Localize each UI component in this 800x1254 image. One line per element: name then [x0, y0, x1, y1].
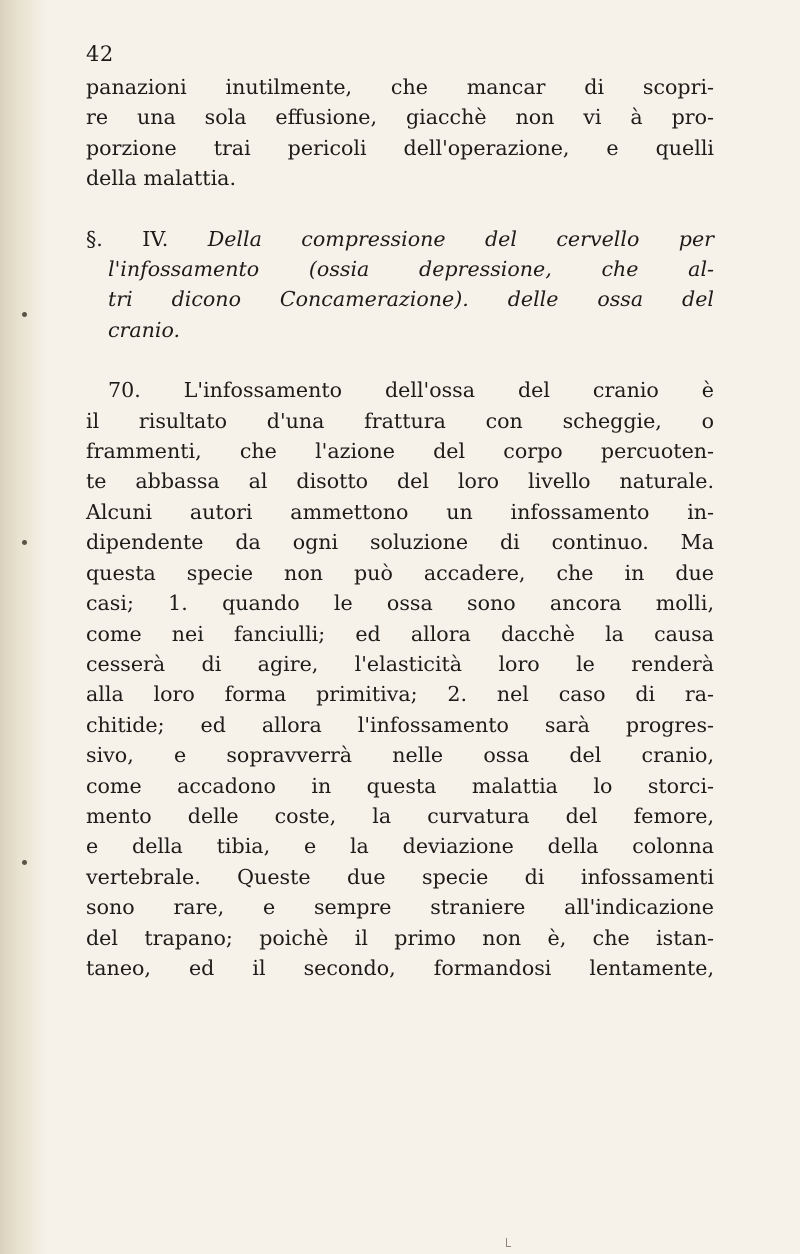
- section-title-line: cranio.: [108, 317, 181, 342]
- text-line: porzione trai pericoli dell'operazione, e quelli: [86, 135, 714, 160]
- body-paragraph: [86, 375, 714, 983]
- text-line: alla loro forma primitiva; 2. nel caso di ra-: [86, 682, 714, 707]
- binding-stitch-mark: [22, 540, 27, 545]
- binding-stitch-mark: [22, 312, 27, 317]
- binding-stitch-mark: [22, 860, 27, 865]
- text-line: mento delle coste, la curvatura del femore,: [86, 803, 714, 828]
- section-title-line: l'infossamento (ossia depressione, che al-: [108, 257, 714, 282]
- text-line: te abbassa al disotto del loro livello naturale.: [86, 469, 714, 494]
- text-line: re una sola effusione, giacchè non vi à pro-: [86, 105, 714, 130]
- text-line: cesserà di agire, l'elasticità loro le renderà: [86, 651, 714, 676]
- section-heading: [86, 224, 714, 346]
- text-line: casi; 1. quando le ossa sono ancora molli,: [86, 591, 714, 616]
- text-line: taneo, ed il secondo, formandosi lentamente,: [86, 955, 714, 980]
- section-title-line: Della compressione del cervello per: [207, 226, 715, 251]
- stray-ink-mark: [506, 1238, 511, 1247]
- text-line: dipendente da ogni soluzione di continuo. Ma: [86, 530, 714, 555]
- text-line: come nei fanciulli; ed allora dacchè la causa: [86, 621, 714, 646]
- text-line: Alcuni autori ammettono un infossamento in-: [86, 499, 714, 524]
- text-line: del trapano; poichè il primo non è, che istan-: [86, 925, 714, 950]
- text-line: sivo, e sopravverrà nelle ossa del cranio,: [86, 743, 714, 768]
- text-line: il risultato d'una frattura con scheggie, o: [86, 408, 714, 433]
- text-line: come accadono in questa malattia lo storci-: [86, 773, 714, 798]
- text-line: frammenti, che l'azione del corpo percuoten-: [86, 439, 714, 464]
- text-line: panazioni inutilmente, che mancar di scopri-: [86, 75, 714, 99]
- page-number: 42: [86, 42, 114, 66]
- text-line: sono rare, e sempre straniere all'indicazione: [86, 895, 714, 920]
- text-line: 70. L'infossamento dell'ossa del cranio è: [108, 378, 714, 403]
- section-title-line: tri dicono Concamerazione). delle ossa del: [108, 287, 714, 312]
- page-binding-edge: [0, 0, 48, 1254]
- text-line: vertebrale. Queste due specie di infossamenti: [86, 864, 714, 889]
- page-text: [86, 72, 714, 983]
- text-line: chitide; ed allora l'infossamento sarà progres-: [86, 712, 714, 737]
- section-number: IV.: [142, 226, 169, 251]
- section-symbol: §.: [86, 226, 103, 251]
- intro-paragraph: [86, 72, 714, 194]
- text-line: della malattia.: [86, 166, 236, 191]
- text-line: questa specie non può accadere, che in due: [86, 560, 714, 585]
- text-line: e della tibia, e la deviazione della colonna: [86, 834, 714, 859]
